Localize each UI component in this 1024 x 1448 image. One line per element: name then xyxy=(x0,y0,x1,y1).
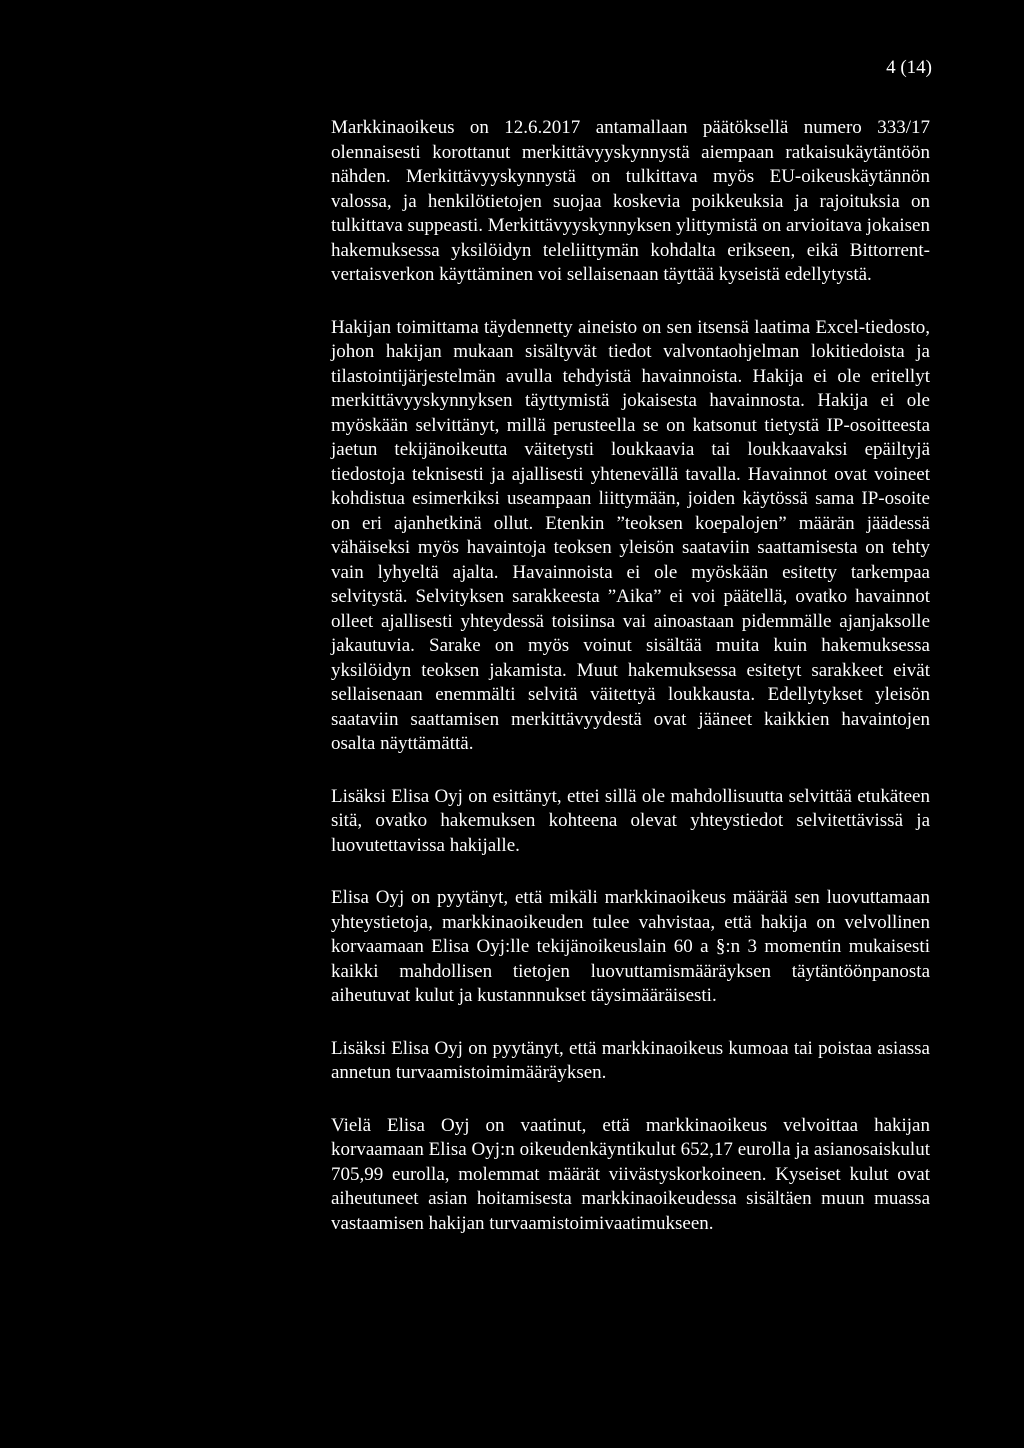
paragraph-2: Hakijan toimittama täydennetty aineisto on sen itsensä laatima Excel-tiedosto, johon hakijan mukaan sisältyvät tiedot valvontaohjelman lokitiedoista ja tilastointijärjestelmän avulla tehdyistä havainnoista. Hakija ei ole eritellyt merkittävyyskynnyksen täyttymistä jokaisesta havainnosta. Hakija ei ole myöskään selvittänyt, millä perusteella se on katsonut tietystä IP-osoitteesta jaetun tekijänoikeutta väitetysti loukkaavia tai loukkaavaksi epäiltyjä tiedostoja teknisesti ja ajallisesti yhtenevällä tavalla. Havainnot ovat voineet kohdistua esimerkiksi useampaan liittymään, joiden käytössä sama IP-osoite on eri ajanhetkinä ollut. Etenkin ”teoksen koepalojen” määrän jäädessä vähäiseksi myös havaintoja teoksen yleisön saataviin saattamisesta on tehty vain lyhyeltä ajalta. Havainnoista ei ole myöskään esitetty tarkempaa selvitystä. Selvityksen sarakkeesta ”Aika” ei voi päätellä, ovatko havainnot olleet ajallisesti yhteydessä toisiinsa vai ainoastaan pidemmälle ajanjaksolle jakautuvia. Sarake on myös voinut sisältää muita kuin hakemuksessa yksilöidyn teoksen jakamista. Muut hakemuksessa esitetyt sarakkeet eivät sellaisenaan enemmälti selvitä väitettyä loukkausta. Edellytykset yleisön saataviin saattamisen merkittävyydestä ovat jääneet kaikkien havaintojen osalta näyttämättä. xyxy=(331,316,930,754)
paragraph-6: Vielä Elisa Oyj on vaatinut, että markkinaoikeus velvoittaa hakijan korvaamaan Elisa Oyj:n oikeudenkäyntikulut 652,17 eurolla ja asianosaiskulut 705,99 eurolla, molemmat määrät viivästyskorkoineen. Kyseiset kulut ovat aiheutuneet asian hoitamisesta markkinaoikeudessa sisältäen muun muassa vastaamisen hakijan turvaamistoimivaatimukseen. xyxy=(331,1114,930,1234)
paragraph-5: Lisäksi Elisa Oyj on pyytänyt, että markkinaoikeus kumoaa tai poistaa asiassa annetun turvaamistoimimääräyksen. xyxy=(331,1037,930,1083)
paragraph-1: Markkinaoikeus on 12.6.2017 antamallaan päätöksellä numero 333/17 olennaisesti korottanut merkittävyyskynnystä aiempaan ratkaisukäytäntöön nähden. Merkittävyyskynnystä on tulkittava myös EU-oikeuskäytännön valossa, ja henkilötietojen suojaa koskevia poikkeuksia ja rajoituksia on tulkittava suppeasti. Merkittävyyskynnyksen ylittymistä on arvioitava jokaisen hakemuksessa yksilöidyn teleliittymän kohdalta erikseen, eikä Bittorrent-vertaisverkon käyttäminen voi sellaisenaan täyttää kyseistä edellytystä. xyxy=(331,117,930,285)
paragraph-4: Elisa Oyj on pyytänyt, että mikäli markkinaoikeus määrää sen luovuttamaan yhteystietoja, markkinaoikeuden tulee vahvistaa, että hakija on velvollinen korvaamaan Elisa Oyj:lle tekijänoikeuslain 60 a §:n 3 momentin mukaisesti kaikki mahdollisen tietojen luovuttamismääräyksen täytäntöönpanosta aiheutuvat kulut ja kustannnukset täysimääräisesti. xyxy=(331,887,930,1006)
paragraph-3: Lisäksi Elisa Oyj on esittänyt, ettei sillä ole mahdollisuutta selvittää etukäteen sitä, ovatko hakemuksen kohteena olevat yhteystiedot selvitettävissä ja luovutettavissa hakijalle. xyxy=(331,785,930,856)
page-number: 4 (14) xyxy=(886,57,932,78)
body-text xyxy=(331,116,930,1264)
